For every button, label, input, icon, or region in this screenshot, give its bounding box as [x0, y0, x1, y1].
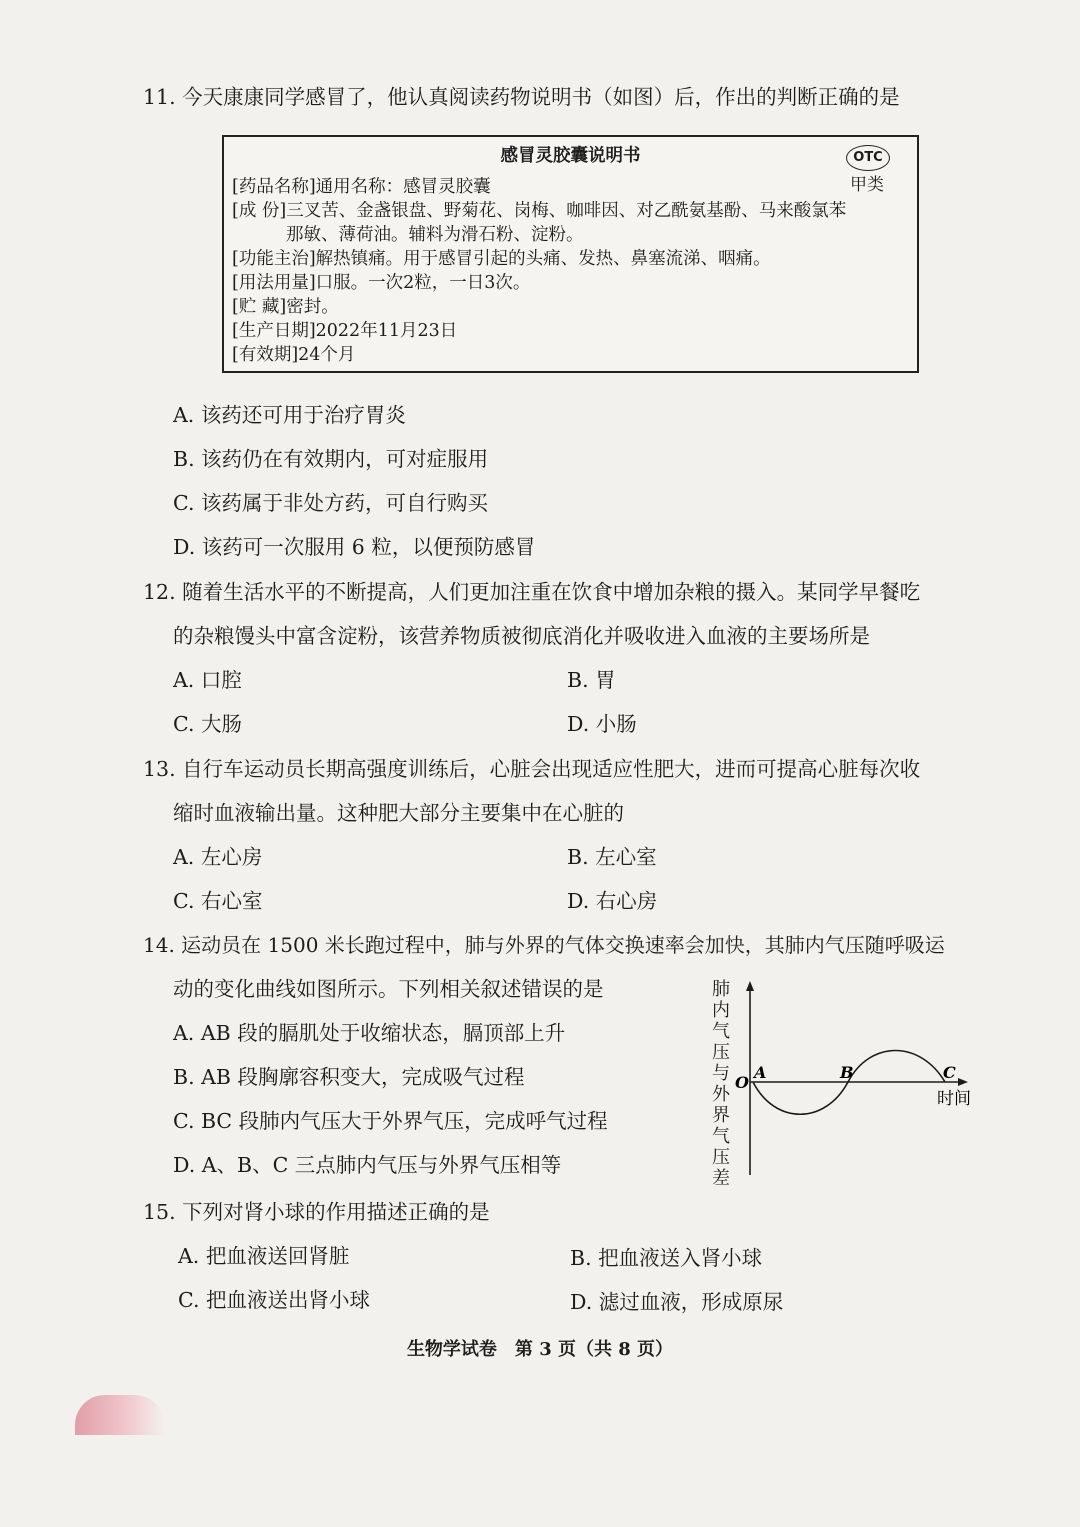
q13-option-d: D. 右心房	[567, 889, 658, 913]
ylabel-char: 外	[712, 1084, 730, 1105]
q13-stem-line1: 13. 自行车运动员长期高强度训练后，心脏会出现适应性肥大，进而可提高心脏每次收	[143, 757, 921, 781]
q14-stem-line2: 动的变化曲线如图所示。下列相关叙述错误的是	[173, 977, 604, 1001]
x-axis-arrow-icon	[958, 1078, 968, 1086]
graph-ylabel	[712, 979, 731, 1189]
q11-option-b: B. 该药仍在有效期内，可对症服用	[173, 447, 489, 471]
ylabel-char: 气	[712, 1021, 730, 1042]
otc-class-label: 甲类	[850, 175, 884, 195]
q15-option-a: A. 把血液送回肾脏	[178, 1244, 350, 1268]
ylabel-char: 内	[712, 1000, 730, 1021]
q11-option-c: C. 该药属于非处方药，可自行购买	[173, 491, 488, 515]
insert-row-ingredients: [成 份]三叉苦、金盏银盘、野菊花、岗梅、咖啡因、对乙酰氨基酚、马来酸氯苯	[232, 201, 847, 221]
otc-badge: OTC	[846, 145, 890, 171]
q12-stem-line2: 的杂粮馒头中富含淀粉，该营养物质被彻底消化并吸收进入血液的主要场所是	[173, 624, 870, 648]
q13-option-c: C. 右心室	[173, 889, 263, 913]
q14-option-a: A. AB 段的膈肌处于收缩状态，膈顶部上升	[173, 1021, 566, 1045]
graph-origin-label: O	[735, 1073, 749, 1092]
q15-option-d: D. 滤过血液，形成原尿	[570, 1290, 784, 1314]
q15-stem: 15. 下列对肾小球的作用描述正确的是	[143, 1200, 490, 1224]
drug-insert-box	[222, 135, 919, 373]
q15-option-c: C. 把血液送出肾小球	[178, 1288, 370, 1312]
insert-row-production-date: [生产日期]2022年11月23日	[232, 321, 458, 341]
q11-stem: 11. 今天康康同学感冒了，他认真阅读药物说明书（如图）后，作出的判断正确的是	[143, 85, 900, 109]
insert-row-dosage: [用法用量]口服。一次2粒，一日3次。	[232, 273, 531, 293]
q12-stem-line1: 12. 随着生活水平的不断提高，人们更加注重在饮食中增加杂粮的摄入。某同学早餐吃	[143, 580, 921, 604]
lung-pressure-graph	[700, 975, 980, 1190]
q13-stem-line2: 缩时血液输出量。这种肥大部分主要集中在心脏的	[173, 801, 624, 825]
q12-option-a: A. 口腔	[173, 668, 242, 692]
q11-option-d: D. 该药可一次服用 6 粒，以便预防感冒	[173, 535, 536, 559]
insert-row-indications: [功能主治]解热镇痛。用于感冒引起的头痛、发热、鼻塞流涕、咽痛。	[232, 249, 771, 269]
q13-option-a: A. 左心房	[173, 845, 263, 869]
q11-option-a: A. 该药还可用于治疗胃炎	[173, 403, 406, 427]
q12-option-c: C. 大肠	[173, 712, 242, 736]
ylabel-char: 与	[712, 1063, 730, 1084]
graph-point-b: B	[840, 1063, 854, 1082]
graph-point-c: C	[943, 1063, 956, 1082]
page-footer: 生物学试卷 第 3 页（共 8 页）	[406, 1339, 674, 1360]
ylabel-char: 压	[712, 1147, 730, 1168]
insert-row-validity: [有效期]24个月	[232, 345, 356, 365]
q13-option-b: B. 左心室	[567, 845, 657, 869]
q12-option-d: D. 小肠	[567, 712, 637, 736]
ylabel-char: 肺	[712, 979, 730, 1000]
y-axis-arrow-icon	[746, 981, 754, 991]
insert-row-ingredients-cont: 那敏、薄荷油。辅料为滑石粉、淀粉。	[286, 225, 584, 245]
q14-option-c: C. BC 段肺内气压大于外界气压，完成呼气过程	[173, 1109, 608, 1133]
insert-row-name: [药品名称]通用名称：感冒灵胶囊	[232, 177, 491, 197]
q14-stem-line1: 14. 运动员在 1500 米长跑过程中，肺与外界的气体交换速率会加快，其肺内气压随呼吸运	[143, 933, 945, 957]
graph-xlabel: 时间	[937, 1089, 971, 1109]
q14-option-b: B. AB 段胸廓容积变大，完成吸气过程	[173, 1065, 525, 1089]
q12-option-b: B. 胃	[567, 668, 616, 692]
photo-edge-finger	[75, 1395, 165, 1435]
ylabel-char: 气	[712, 1126, 730, 1147]
ylabel-char: 压	[712, 1042, 730, 1063]
q14-option-d: D. A、B、C 三点肺内气压与外界气压相等	[173, 1153, 562, 1177]
graph-point-a: A	[754, 1063, 767, 1082]
insert-row-storage: [贮 藏]密封。	[232, 297, 339, 317]
ylabel-char: 界	[712, 1105, 730, 1126]
q15-option-b: B. 把血液送入肾小球	[570, 1246, 763, 1270]
ylabel-char: 差	[712, 1168, 730, 1189]
drug-insert-title: 感冒灵胶囊说明书	[500, 146, 641, 166]
